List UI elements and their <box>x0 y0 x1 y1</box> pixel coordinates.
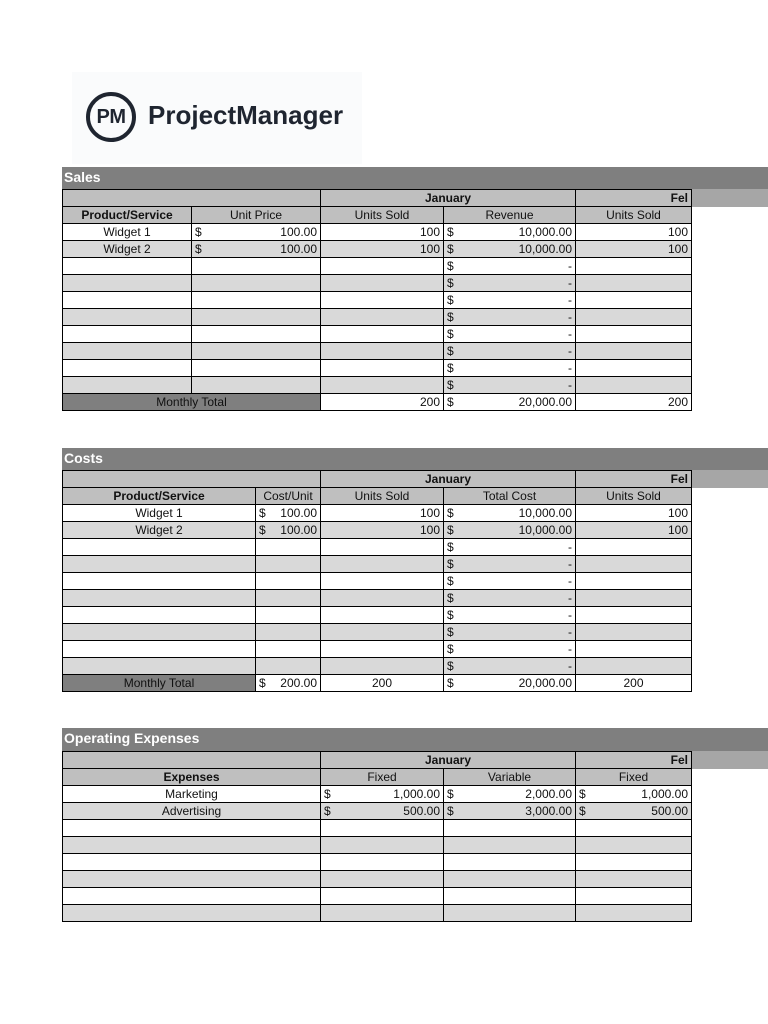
cell-next-fixed[interactable]: $ 500.00 <box>576 803 692 820</box>
cell-next-units[interactable]: 100 <box>576 505 692 522</box>
cell-revenue[interactable]: $ - <box>444 292 576 309</box>
cell-variable[interactable]: $ 3,000.00 <box>444 803 576 820</box>
table-row-empty <box>63 377 692 394</box>
col-header-product[interactable]: Product/Service <box>63 207 192 224</box>
cell-total-cost[interactable]: $ 10,000.00 <box>444 522 576 539</box>
col-header-unit-price[interactable]: Unit Price <box>192 207 321 224</box>
sales-header-row <box>63 207 692 224</box>
table-row-empty: $ - <box>63 658 692 675</box>
brand-name: ProjectManager <box>148 100 344 130</box>
table-row-empty <box>63 275 692 292</box>
pm-logo-icon: PM <box>86 92 136 142</box>
costs-table <box>62 470 692 692</box>
cell-variable[interactable]: $ 2,000.00 <box>444 786 576 803</box>
currency-symbol: $ <box>195 225 202 239</box>
cell-product[interactable]: Widget 1 <box>63 224 192 241</box>
col-header-next-units-sold[interactable]: Units Sold <box>576 488 692 505</box>
sales-table <box>62 189 692 411</box>
costs-overflow-band <box>691 470 768 488</box>
sales-blank-header <box>63 190 321 207</box>
cell-value: 100.00 <box>280 225 317 239</box>
total-revenue[interactable]: $ 20,000.00 <box>444 394 576 411</box>
table-row-empty: $ - <box>63 641 692 658</box>
table-row-empty <box>63 854 692 871</box>
col-header-next-fixed[interactable]: Fixed <box>576 769 692 786</box>
cell-total-cost[interactable]: $ 10,000.00 <box>444 505 576 522</box>
monthly-total-row <box>63 675 692 692</box>
col-header-revenue[interactable]: Revenue <box>444 207 576 224</box>
total-units[interactable]: 200 <box>321 394 444 411</box>
cell-units-sold[interactable]: 100 <box>321 241 444 258</box>
cell-fixed[interactable]: $ 1,000.00 <box>321 786 444 803</box>
cell-revenue[interactable]: $ - <box>444 377 576 394</box>
table-row-empty: $ - <box>63 607 692 624</box>
table-row-empty <box>63 343 692 360</box>
sales-month-label[interactable]: January <box>321 190 576 207</box>
cell-next-fixed[interactable]: $ 1,000.00 <box>576 786 692 803</box>
table-row-empty: $ - <box>63 539 692 556</box>
cell-product[interactable]: Widget 1 <box>63 505 256 522</box>
currency-symbol: $ <box>195 242 202 256</box>
costs-month-row <box>63 471 692 488</box>
col-header-fixed[interactable]: Fixed <box>321 769 444 786</box>
cell-unit-price[interactable] <box>192 224 321 241</box>
brand-logo <box>72 72 362 164</box>
table-row-empty <box>63 326 692 343</box>
currency-symbol: $ <box>447 225 454 239</box>
cell-revenue[interactable]: $ - <box>444 275 576 292</box>
cell-revenue[interactable] <box>444 241 576 258</box>
costs-section-title: Costs <box>62 448 768 470</box>
cell-expense[interactable]: Marketing <box>63 786 321 803</box>
table-row-empty <box>63 888 692 905</box>
table-row-empty <box>63 360 692 377</box>
table-row-empty <box>63 905 692 922</box>
table-row <box>63 786 692 803</box>
total-units[interactable]: 200 <box>321 675 444 692</box>
col-header-cost-unit[interactable]: Cost/Unit <box>256 488 321 505</box>
table-row <box>63 522 692 539</box>
cell-revenue[interactable]: $ - <box>444 326 576 343</box>
cell-units-sold[interactable]: 100 <box>321 224 444 241</box>
table-row-empty: $ - <box>63 556 692 573</box>
opex-table <box>62 751 692 922</box>
table-row-empty <box>63 309 692 326</box>
table-row-empty <box>63 820 692 837</box>
table-row-empty <box>63 837 692 854</box>
cell-next-units[interactable]: 100 <box>576 522 692 539</box>
table-row-empty: $ - <box>63 573 692 590</box>
opex-section-title: Operating Expenses <box>62 728 768 751</box>
currency-symbol: $ <box>447 242 454 256</box>
cell-revenue[interactable]: $ - <box>444 258 576 275</box>
cell-unit-price[interactable] <box>192 241 321 258</box>
col-header-expenses[interactable]: Expenses <box>63 769 321 786</box>
total-cost[interactable]: $ 20,000.00 <box>444 675 576 692</box>
cell-expense[interactable]: Advertising <box>63 803 321 820</box>
sales-month-row <box>63 190 692 207</box>
table-row-empty: $ - <box>63 624 692 641</box>
sales-next-month-label[interactable]: Fel <box>576 190 692 207</box>
costs-month-label[interactable]: January <box>321 471 576 488</box>
col-header-total-cost[interactable]: Total Cost <box>444 488 576 505</box>
sales-overflow-band <box>691 189 768 207</box>
costs-next-month-label[interactable]: Fel <box>576 471 692 488</box>
cell-value: 10,000.00 <box>518 242 572 256</box>
sales-section-title: Sales <box>62 167 768 189</box>
cell-product[interactable]: Widget 2 <box>63 241 192 258</box>
table-row-empty <box>63 292 692 309</box>
table-row-empty <box>63 871 692 888</box>
total-next-units[interactable]: 200 <box>576 394 692 411</box>
cell-value: 10,000.00 <box>518 225 572 239</box>
opex-header-row <box>63 769 692 786</box>
table-row <box>63 803 692 820</box>
monthly-total-label: Monthly Total <box>63 675 256 692</box>
cell-revenue[interactable]: $ - <box>444 309 576 326</box>
monthly-total-row <box>63 394 692 411</box>
cell-cost-unit[interactable]: $ 100.00 <box>256 505 321 522</box>
cell-next-units[interactable]: 100 <box>576 241 692 258</box>
opex-overflow-band <box>691 751 768 769</box>
total-next-units[interactable]: 200 <box>576 675 692 692</box>
col-header-variable[interactable]: Variable <box>444 769 576 786</box>
col-header-units-sold[interactable]: Units Sold <box>321 207 444 224</box>
cell-revenue[interactable] <box>444 224 576 241</box>
opex-month-label[interactable]: January <box>321 752 576 769</box>
table-row-empty: $ - <box>63 590 692 607</box>
cell-units-sold[interactable]: 100 <box>321 505 444 522</box>
cell-value: 100.00 <box>280 242 317 256</box>
cell-fixed[interactable]: $ 500.00 <box>321 803 444 820</box>
total-cost-unit[interactable]: $ 200.00 <box>256 675 321 692</box>
opex-next-month-label[interactable]: Fel <box>576 752 692 769</box>
table-row <box>63 505 692 522</box>
cell-cost-unit[interactable]: $ 100.00 <box>256 522 321 539</box>
cell-next-units[interactable]: 100 <box>576 224 692 241</box>
table-row <box>63 224 692 241</box>
opex-month-row <box>63 752 692 769</box>
col-header-units-sold[interactable]: Units Sold <box>321 488 444 505</box>
costs-header-row <box>63 488 692 505</box>
table-row-empty <box>63 258 692 275</box>
cell-units-sold[interactable]: 100 <box>321 522 444 539</box>
col-header-product[interactable]: Product/Service <box>63 488 256 505</box>
col-header-next-units-sold[interactable]: Units Sold <box>576 207 692 224</box>
table-row <box>63 241 692 258</box>
monthly-total-label: Monthly Total <box>63 394 321 411</box>
cell-revenue[interactable]: $ - <box>444 360 576 377</box>
cell-revenue[interactable]: $ - <box>444 343 576 360</box>
cell-product[interactable]: Widget 2 <box>63 522 256 539</box>
